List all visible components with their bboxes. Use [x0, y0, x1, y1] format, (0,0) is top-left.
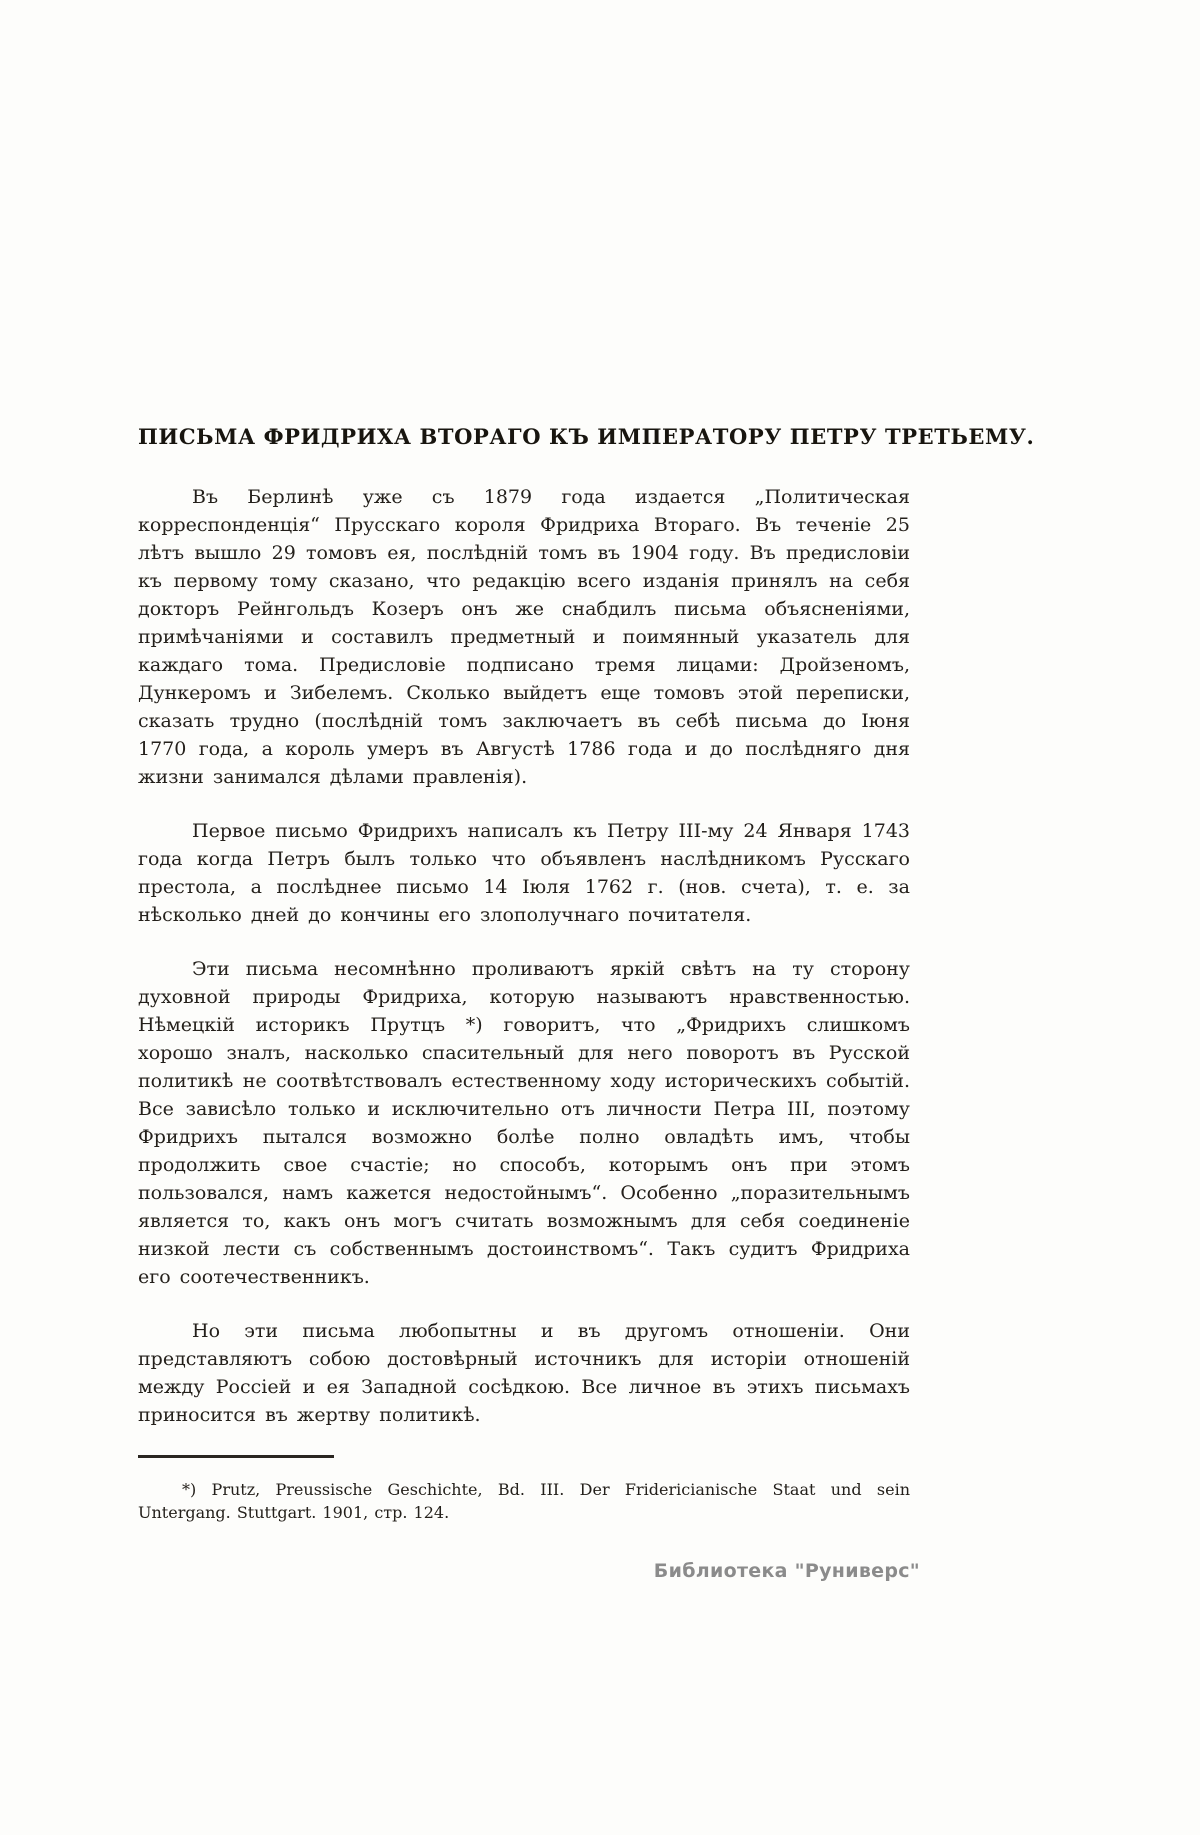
paragraph-3: Эти письма несомнѣнно проливаютъ яркій свѣтъ на ту сторону духовной природы Фридриха, которую называютъ нравственностью. Нѣмецкій историкъ Прутцъ *) говоритъ, что „Фридрихъ слишкомъ хорошо зналъ, насколько спасительный для него поворотъ въ Русской политикѣ не соотвѣтствовалъ естественному ходу историческихъ событій. Все зависѣло только и исключительно отъ личности Петра III, поэтому Фридрихъ пытался возможно болѣе полно овладѣть имъ, чтобы продолжить свое счастіе; но способъ, которымъ онъ при этомъ пользовался, намъ кажется недостойнымъ“. Особенно „поразительнымъ является то, какъ онъ могъ считать возможнымъ для себя соединеніе низкой лести съ собственнымъ достоинствомъ“. Такъ судитъ Фридриха его соотечественникъ. [138, 958, 910, 1288]
watermark: Библиотека "Руниверс" [653, 1560, 920, 1582]
footnote-divider [138, 1455, 334, 1458]
footnote: *) Prutz, Preussische Geschichte, Bd. III. Der Fridericianische Staat und sein Untergang. Stuttgart. 1901, стр. 124. [138, 1480, 910, 1522]
page-title: ПИСЬМА ФРИДРИХА ВТОРАГО КЪ ИМПЕРАТОРУ ПЕТРУ ТРЕТЬЕМУ. [138, 424, 1035, 449]
paragraph-4: Но эти письма любопытны и въ другомъ отношеніи. Они представляютъ собою достовѣрный источникъ для исторіи отношеній между Россіей и ея Западной сосѣдкою. Все личное въ этихъ письмахъ приносится въ жертву политикѣ. [138, 1320, 910, 1426]
text-block [138, 424, 1035, 1524]
paragraph-1: Въ Берлинѣ уже съ 1879 года издается „Политическая корреспонденція“ Прусскаго короля Фридриха Втораго. Въ теченіе 25 лѣтъ вышло 29 томовъ ея, послѣдній томъ въ 1904 году. Въ предисловіи къ первому тому сказано, что редакцію всего изданія принялъ на себя докторъ Рейнгольдъ Козеръ онъ же снабдилъ письма объясненіями, примѣчаніями и составилъ предметный и поимянный указатель для каждаго тома. Предисловіе подписано тремя лицами: Дройзеномъ, Дункеромъ и Зибелемъ. Сколько выйдетъ еще томовъ этой переписки, сказать трудно (послѣдній томъ заключаетъ въ себѣ письма до Іюня 1770 года, а король умеръ въ Августѣ 1786 года и до послѣдняго дня жизни занимался дѣлами правленія). [138, 486, 910, 788]
paragraph-2: Первое письмо Фридрихъ написалъ къ Петру III-му 24 Января 1743 года когда Петръ былъ только что объявленъ наслѣдникомъ Русскаго престола, а послѣднее письмо 14 Іюля 1762 г. (нов. счета), т. е. за нѣсколько дней до кончины его злополучнаго почитателя. [138, 820, 910, 926]
